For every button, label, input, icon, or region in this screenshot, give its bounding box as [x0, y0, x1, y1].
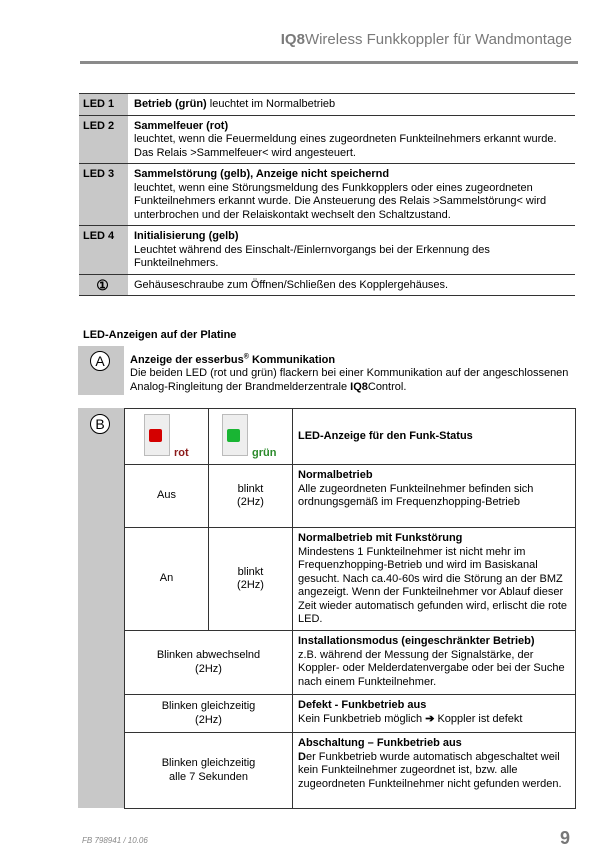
status-desc-first-letter: D: [298, 750, 306, 763]
row-a-title-pre: Anzeige der esserbus: [130, 353, 244, 366]
led-title: Initialisierung (gelb): [134, 230, 239, 242]
arrow-icon: ➔: [425, 712, 435, 725]
red-state: An: [125, 528, 209, 631]
status-title: Normalbetrieb mit Funkstörung: [298, 532, 463, 544]
led-title: Betrieb (grün): [134, 98, 207, 110]
green-state: blinkt (2Hz): [209, 528, 293, 631]
status-description: [293, 733, 576, 809]
led-description: [128, 94, 575, 116]
header-title: Wireless Funkkoppler für Wandmontage: [304, 31, 572, 48]
page-header: [281, 31, 572, 48]
led-description: [128, 164, 575, 226]
led-description: [128, 226, 575, 275]
led-red-label: rot: [174, 447, 189, 459]
row-a-title-post: Kommunikation: [248, 353, 336, 366]
led-green-box: [222, 414, 248, 456]
registered-mark: ®: [243, 353, 249, 360]
status-title: Normalbetrieb: [298, 469, 373, 481]
table-row: [79, 274, 575, 296]
led-title: Sammelstörung (gelb), Anzeige nicht speichernd: [134, 168, 390, 180]
status-desc: z.B. während der Messung der Signalstärke, der Koppler- oder Melderdatenvergabe oder bei der Suche nach einem Funkteilnehmer.: [298, 648, 565, 688]
status-desc: Mindestens 1 Funkteilnehmer ist nicht mehr im Frequenzhopping-Betrieb und wird im Basiskanal gesucht. Nach ca.40-60s wird die Störung an der BMZ angezeigt. Wenn der Funkteilnehmer vor Ablauf dieser Zeit wieder automatisch gefunden wird, erlischt die rote LED.: [298, 545, 568, 625]
header-rule: [80, 61, 578, 64]
led-key: LED 3: [79, 164, 128, 226]
status-desc: er Funkbetrieb wurde automatisch abgeschaltet weil kein Funkteilnehmer zugeordnet ist, bzw. alle zugeordneten Funkteilnehmer nicht gefunden werden.: [298, 750, 562, 790]
row-a-desc-pre: Die beiden LED (rot und grün) flackern bei einer Kommunikation auf der angeschlossenen Analog-Ringleitung der Brandmelderzentrale: [130, 367, 569, 393]
led-red-indicator: [149, 429, 162, 442]
table-row: [79, 164, 575, 226]
section-title: LED-Anzeigen auf der Platine: [83, 329, 237, 341]
led-table: [79, 93, 575, 296]
row-b-marker-cell: [78, 408, 124, 808]
led-green-label: grün: [252, 447, 277, 459]
status-title: Abschaltung – Funkbetrieb aus: [298, 737, 462, 749]
table-row: [79, 115, 575, 164]
funk-status-table: [124, 408, 576, 809]
led-green-cell: [209, 409, 293, 465]
status-description: [293, 695, 576, 733]
led-green-indicator: [227, 429, 240, 442]
table-row: [125, 695, 576, 733]
led-desc: leuchtet, wenn die Feuermeldung eines zugeordneten Funkteilnehmers erkannt wurde. Das Relais >Sammelfeuer< wird angesteuert.: [134, 133, 557, 159]
header-brand: IQ8: [280, 31, 305, 48]
red-state: Aus: [125, 465, 209, 528]
both-state: Blinken gleichzeitig (2Hz): [125, 695, 293, 733]
row-a-title: [130, 354, 335, 366]
screw-symbol: ①: [79, 274, 128, 296]
screw-text: Gehäuseschraube zum Öffnen/Schließen des Kopplergehäuses.: [128, 274, 575, 296]
status-description: [293, 528, 576, 631]
led-description: [128, 115, 575, 164]
led-desc: Leuchtet während des Einschalt-/Einlernvorgangs bei der Erkennung des Funkteilnehmers.: [134, 243, 490, 269]
green-state: blinkt (2Hz): [209, 465, 293, 528]
status-desc-pre: Kein Funkbetrieb möglich: [298, 712, 426, 725]
led-key: LED 1: [79, 94, 128, 116]
status-desc: Alle zugeordneten Funkteilnehmer befinden sich ordnungsgemäß im Frequenzhopping-Betrieb: [298, 482, 534, 508]
status-title: Installationsmodus (eingeschränkter Betrieb): [298, 635, 535, 647]
led-key: LED 4: [79, 226, 128, 275]
led-desc: leuchtet, wenn eine Störungsmeldung des Funkkopplers oder eines zugeordneten Funkteilnehmers erkannt wurde. Die Ansteuerung des Relais >Sammelstörung< wird unterbrochen und der Relaiskontakt wechselt den Schaltzustand.: [134, 181, 547, 221]
table-row: [125, 631, 576, 695]
table-row: [79, 94, 575, 116]
page-number: 9: [559, 828, 570, 848]
led-title: Sammelfeuer (rot): [134, 119, 229, 132]
table-row: [125, 733, 576, 809]
table-row: [125, 528, 576, 631]
status-header: LED-Anzeige für den Funk-Status: [293, 409, 576, 465]
table-row: [125, 409, 576, 465]
both-state: Blinken gleichzeitig alle 7 Sekunden: [125, 733, 293, 809]
footer-doc-number: FB 798941 / 10.06: [82, 836, 148, 845]
table-row: [125, 465, 576, 528]
table-row: [79, 226, 575, 275]
status-title: Defekt - Funkbetrieb aus: [298, 699, 427, 711]
row-a-text: [130, 350, 570, 394]
led-red-box: [144, 414, 170, 456]
marker-a: A: [90, 351, 110, 371]
row-a-desc-post: Control.: [367, 380, 407, 393]
both-state: Blinken abwechselnd (2Hz): [125, 631, 293, 695]
row-a: [78, 346, 576, 395]
status-desc-post: Koppler ist defekt: [434, 712, 523, 725]
led-key: LED 2: [79, 115, 128, 164]
status-description: [293, 631, 576, 695]
row-a-marker-cell: [78, 346, 124, 395]
led-red-cell: [125, 409, 209, 465]
status-description: [293, 465, 576, 528]
row-a-desc-bold: IQ8: [350, 380, 368, 393]
marker-b: B: [90, 414, 110, 434]
led-title-rest: leuchtet im Normalbetrieb: [206, 98, 336, 110]
